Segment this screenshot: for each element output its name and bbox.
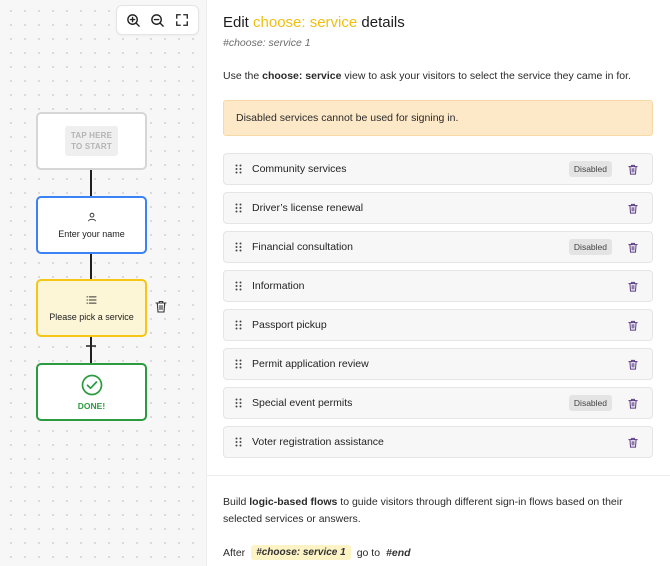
details-panel: [207, 0, 670, 566]
logic-suffix: to guide visitors through different sign-in flows based on their selected services or answers.: [223, 496, 623, 525]
check-circle-icon: [81, 374, 103, 396]
service-name: Permit application review: [252, 358, 369, 370]
delete-service-button[interactable]: [622, 398, 644, 409]
intro-text: [223, 70, 631, 82]
intro-suffix: view to ask your visitors to select the service they came in for.: [341, 70, 631, 82]
rule-goto-label: go to: [356, 546, 381, 559]
delete-node-button[interactable]: [155, 300, 167, 318]
fullscreen-button[interactable]: [172, 10, 192, 30]
drag-handle-icon[interactable]: [224, 281, 252, 291]
rule-after-label: After: [223, 546, 246, 559]
service-row[interactable]: [223, 153, 653, 185]
delete-service-button[interactable]: [622, 281, 644, 292]
title-suffix: details: [357, 14, 405, 31]
service-name: Financial consultation: [252, 241, 353, 253]
intro-prefix: Use the: [223, 70, 263, 82]
connector-line: [90, 170, 92, 196]
logic-rule: [223, 545, 411, 560]
disabled-badge: Disabled: [569, 161, 612, 177]
zoom-in-icon: [126, 13, 141, 28]
service-name: Voter registration assistance: [252, 436, 384, 448]
drag-handle-icon[interactable]: [224, 203, 252, 213]
enter-name-node-label: Enter your name: [58, 228, 125, 239]
fullscreen-icon: [175, 13, 189, 27]
service-name: Information: [252, 280, 305, 292]
person-icon: [87, 212, 97, 222]
service-row[interactable]: [223, 192, 653, 224]
logic-prefix: Build: [223, 496, 250, 508]
service-row[interactable]: [223, 426, 653, 458]
trash-icon: [628, 242, 638, 253]
logic-bold: logic-based flows: [249, 496, 338, 508]
done-node-label: DONE!: [77, 400, 106, 411]
logic-flows-text: [223, 494, 653, 528]
drag-handle-icon[interactable]: [224, 359, 252, 369]
add-step-icon[interactable]: [85, 340, 97, 352]
trash-icon: [628, 398, 638, 409]
start-node[interactable]: [36, 112, 147, 170]
rule-target[interactable]: #end: [386, 546, 411, 559]
title-prefix: Edit: [223, 14, 254, 31]
delete-service-button[interactable]: [622, 437, 644, 448]
disabled-badge: Disabled: [569, 395, 612, 411]
intro-bold: choose: service: [262, 70, 342, 82]
drag-handle-icon[interactable]: [224, 164, 252, 174]
service-name: Passport pickup: [252, 319, 327, 331]
connector-line: [90, 254, 92, 279]
disabled-notice: Disabled services cannot be used for signing in.: [223, 100, 653, 136]
drag-handle-icon[interactable]: [224, 398, 252, 408]
delete-service-button[interactable]: [622, 359, 644, 370]
pick-service-node[interactable]: [36, 279, 147, 337]
pick-service-node-label: Please pick a service: [49, 311, 134, 322]
delete-service-button[interactable]: [622, 203, 644, 214]
delete-service-button[interactable]: [622, 164, 644, 175]
start-node-label: TAP HERE TO START: [65, 126, 118, 156]
done-node[interactable]: [36, 363, 147, 421]
zoom-out-button[interactable]: [147, 10, 167, 30]
service-name: Community services: [252, 163, 347, 175]
drag-handle-icon[interactable]: [224, 242, 252, 252]
title-highlight: choose: service: [253, 14, 358, 31]
trash-icon: [155, 300, 167, 313]
trash-icon: [628, 359, 638, 370]
service-row[interactable]: [223, 387, 653, 419]
zoom-out-icon: [150, 13, 165, 28]
service-row[interactable]: [223, 348, 653, 380]
trash-icon: [628, 281, 638, 292]
trash-icon: [628, 437, 638, 448]
service-row[interactable]: [223, 309, 653, 341]
delete-service-button[interactable]: [622, 320, 644, 331]
service-row[interactable]: [223, 231, 653, 263]
flow-canvas[interactable]: [0, 0, 207, 566]
service-row[interactable]: [223, 270, 653, 302]
trash-icon: [628, 320, 638, 331]
enter-name-node[interactable]: [36, 196, 147, 254]
drag-handle-icon[interactable]: [224, 437, 252, 447]
rule-source-chip[interactable]: #choose: service 1: [251, 545, 351, 560]
list-icon: [86, 295, 97, 305]
trash-icon: [628, 203, 638, 214]
page-title: [223, 14, 405, 31]
divider: [207, 475, 670, 476]
delete-service-button[interactable]: [622, 242, 644, 253]
service-list: [223, 153, 653, 465]
zoom-in-button[interactable]: [123, 10, 143, 30]
disabled-badge: Disabled: [569, 239, 612, 255]
service-name: Driver’s license renewal: [252, 202, 364, 214]
trash-icon: [628, 164, 638, 175]
service-name: Special event permits: [252, 397, 353, 409]
zoom-toolbar: [116, 5, 199, 35]
drag-handle-icon[interactable]: [224, 320, 252, 330]
view-id: #choose: service 1: [223, 37, 311, 49]
